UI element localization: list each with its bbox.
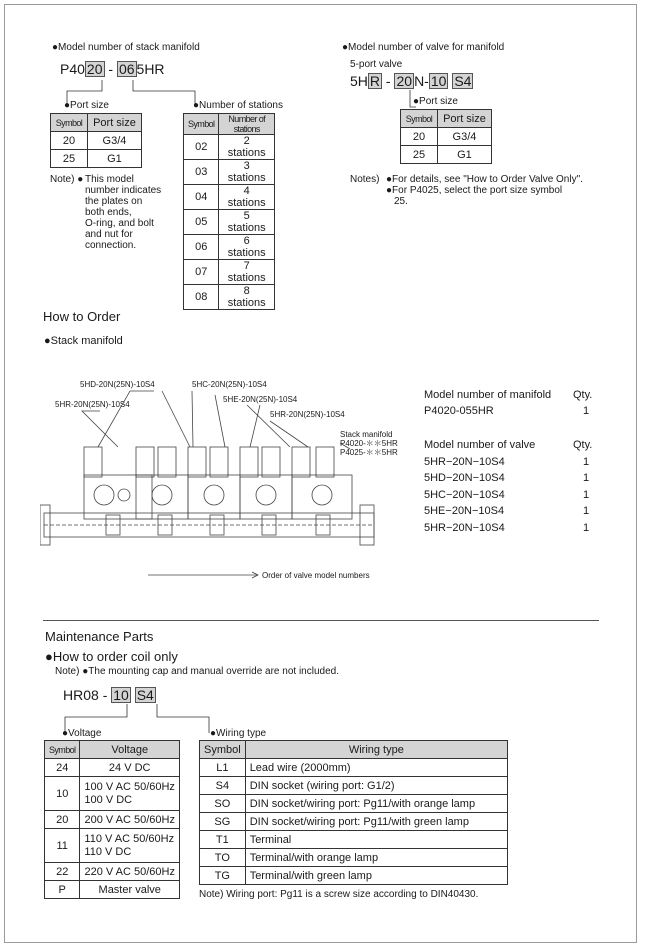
- code-suffix: 5HR: [136, 61, 165, 77]
- section-divider: [43, 620, 599, 621]
- table-cell: 24: [45, 759, 80, 777]
- wiring-label-text: Wiring type: [216, 728, 267, 739]
- note-line: both ends,: [85, 207, 132, 218]
- valve-subtitle: 5-port valve: [350, 59, 403, 70]
- table-cell: 20: [51, 132, 88, 150]
- valve-row-model: 5HD−20N−10S4: [424, 472, 505, 484]
- qty-header: Qty.: [573, 389, 593, 401]
- valve-row-model: 5HE−20N−10S4: [424, 505, 505, 517]
- wiring-label: ●Wiring type: [210, 728, 267, 739]
- code-prefix: HR08: [63, 687, 99, 703]
- note-line: This model: [85, 174, 134, 185]
- table-cell: L1: [200, 759, 246, 777]
- voltage-label: ●Voltage: [62, 728, 102, 739]
- port-size-label-text: Port size: [70, 100, 109, 111]
- table-cell: G1: [87, 150, 141, 168]
- code-dash: -: [102, 687, 108, 703]
- table-cell: 3 stations: [219, 160, 275, 185]
- table-cell: 02: [184, 135, 219, 160]
- table-cell: 06: [184, 235, 219, 260]
- table-cell: 05: [184, 210, 219, 235]
- table-cell: 8 stations: [219, 285, 275, 310]
- table-cell: G3/4: [87, 132, 141, 150]
- valve-model-title: ●Model number of valve for manifold: [342, 42, 505, 53]
- valve-port-size-label: ●Port size: [413, 96, 458, 107]
- order-caption: Order of valve model numbers: [262, 571, 370, 580]
- table-cell: DIN socket/wiring port: Pg11/with orange lamp: [245, 795, 507, 813]
- stations-label-text: Number of stations: [199, 100, 283, 111]
- coil-code: [63, 687, 156, 703]
- note-line: ●For P4025, select the port size symbol: [386, 185, 563, 196]
- table-cell: Lead wire (2000mm): [245, 759, 507, 777]
- table-cell: 25: [401, 146, 438, 164]
- stack-label: Stack manifold: [340, 430, 393, 439]
- code-prefix: P40: [60, 61, 85, 77]
- table-header: Symbol: [200, 741, 246, 759]
- code-dash: -: [108, 61, 114, 77]
- valve-row-qty: 1: [583, 472, 590, 484]
- table-cell: 100 V AC 50/60Hz 100 V DC: [80, 777, 180, 811]
- stations-label: ●Number of stations: [193, 100, 283, 111]
- code-box-port: 20: [86, 61, 103, 77]
- table-cell: 25: [51, 150, 88, 168]
- note-line: ●For details, see "How to Order Valve Only".: [386, 174, 583, 185]
- maintenance-sub-text: How to order coil only: [52, 649, 178, 664]
- stack-manifold-title: ●Model number of stack manifold: [52, 42, 200, 53]
- stack-note-label: Note) ●: [50, 174, 84, 185]
- port-size-label: ●Port size: [64, 100, 109, 111]
- callout-label: 5HE-20N(25N)-10S4: [223, 395, 298, 404]
- maintenance-heading: Maintenance Parts: [45, 629, 154, 644]
- voltage-table: [44, 740, 180, 899]
- table-cell: Terminal/with green lamp: [245, 867, 507, 885]
- table-cell: G3/4: [437, 128, 491, 146]
- callout-label: 5HD-20N(25N)-10S4: [80, 380, 155, 389]
- code-box-wiring: S4: [454, 73, 472, 89]
- code-box-voltage: 10: [113, 687, 129, 703]
- table-cell: P: [45, 881, 80, 899]
- valve-row-model: 5HR−20N−10S4: [424, 522, 505, 534]
- voltage-label-text: Voltage: [68, 728, 102, 739]
- note-line-text: For P4025, select the port size symbol: [392, 185, 563, 196]
- note-label-text: Notes): [350, 174, 380, 185]
- table-header: Symbol: [184, 114, 219, 135]
- table-cell: 22: [45, 863, 80, 881]
- note-line: O-ring, and bolt: [85, 218, 154, 229]
- code-prefix: 5H: [350, 73, 368, 89]
- stack-manifold-title-text: Model number of stack manifold: [58, 42, 200, 53]
- note-line: 25.: [394, 196, 408, 207]
- table-cell: Terminal: [245, 831, 507, 849]
- table-cell: 10: [45, 777, 80, 811]
- stack-model: P4025-＊＊5HR: [340, 448, 398, 457]
- table-cell: G1: [437, 146, 491, 164]
- stack-manifold-code: [60, 61, 165, 77]
- valve-code: [350, 73, 473, 89]
- wiring-table: [199, 740, 508, 885]
- table-cell: SO: [200, 795, 246, 813]
- table-cell: Master valve: [80, 881, 180, 899]
- valve-row-qty: 1: [583, 456, 590, 468]
- table-header: Port size: [437, 110, 491, 128]
- table-header: Number of stations: [219, 114, 275, 135]
- stack-port-size-table: [50, 113, 142, 168]
- table-header: Symbol: [45, 741, 80, 759]
- table-header: Voltage: [80, 741, 180, 759]
- table-header: Symbol: [401, 110, 438, 128]
- maintenance-note: Note) ●The mounting cap and manual override are not included.: [55, 666, 339, 677]
- stations-table: [183, 113, 275, 310]
- table-cell: 20: [45, 811, 80, 829]
- valve-port-size-label-text: Port size: [419, 96, 458, 107]
- table-cell: 2 stations: [219, 135, 275, 160]
- note-label-text: Note): [50, 174, 75, 185]
- table-cell: 11: [45, 829, 80, 863]
- how-to-order-heading: How to Order: [43, 309, 121, 324]
- note-line: the plates on: [85, 196, 143, 207]
- table-cell: 4 stations: [219, 185, 275, 210]
- code-box-wiring: S4: [136, 687, 154, 703]
- stack-note-body: [85, 174, 161, 251]
- valve-note-label: [350, 174, 379, 185]
- table-cell: 07: [184, 260, 219, 285]
- valve-note-body: [386, 174, 583, 207]
- table-cell: TG: [200, 867, 246, 885]
- note-line: and nut for: [85, 229, 133, 240]
- callout-label: 5HR-20N(25N)-10S4: [270, 410, 345, 419]
- valve-model-title-text: Model number of valve for manifold: [348, 42, 505, 53]
- manifold-model: P4020-055HR: [424, 405, 494, 417]
- manifold-header: Model number of manifold: [424, 389, 552, 401]
- callout-label: 5HC-20N(25N)-10S4: [192, 380, 267, 389]
- table-cell: 220 V AC 50/60Hz: [80, 863, 180, 881]
- table-cell: 04: [184, 185, 219, 210]
- table-header: Port size: [87, 114, 141, 132]
- table-cell: 5 stations: [219, 210, 275, 235]
- manifold-qty: 1: [583, 405, 590, 417]
- stack-code-leader-lines: [55, 78, 215, 118]
- table-cell: T1: [200, 831, 246, 849]
- qty-header: Qty.: [573, 439, 593, 451]
- table-cell: 110 V AC 50/60Hz 110 V DC: [80, 829, 180, 863]
- table-header: Wiring type: [245, 741, 507, 759]
- table-cell: 08: [184, 285, 219, 310]
- note-line-text: For details, see "How to Order Valve Only".: [392, 174, 583, 185]
- valve-row-qty: 1: [583, 522, 590, 534]
- valve-row-model: 5HR−20N−10S4: [424, 456, 505, 468]
- table-cell: SG: [200, 813, 246, 831]
- valve-row-qty: 1: [583, 489, 590, 501]
- code-mid: N-: [414, 73, 429, 89]
- stack-model: P4020-＊＊5HR: [340, 439, 398, 448]
- table-cell: 6 stations: [219, 235, 275, 260]
- valve-port-size-table: [400, 109, 492, 164]
- table-cell: 24 V DC: [80, 759, 180, 777]
- table-cell: S4: [200, 777, 246, 795]
- code-box-port: 20: [396, 73, 413, 89]
- table-cell: DIN socket/wiring port: Pg11/with green lamp: [245, 813, 507, 831]
- table-cell: Terminal/with orange lamp: [245, 849, 507, 867]
- valve-row-qty: 1: [583, 505, 590, 517]
- wiring-note: Note) Wiring port: Pg11 is a screw size according to DIN40430.: [199, 889, 479, 900]
- table-cell: DIN socket (wiring port: G1/2): [245, 777, 507, 795]
- stack-manifold-sub-text: Stack manifold: [50, 335, 123, 347]
- table-cell: 200 V AC 50/60Hz: [80, 811, 180, 829]
- callout-label: 5HR-20N(25N)-10S4: [55, 400, 130, 409]
- valve-header: Model number of valve: [424, 439, 536, 451]
- stack-manifold-sub: ●Stack manifold: [44, 335, 123, 347]
- table-cell: TO: [200, 849, 246, 867]
- maintenance-sub: ●How to order coil only: [45, 649, 178, 664]
- manifold-drawing: [40, 385, 380, 585]
- table-cell: 03: [184, 160, 219, 185]
- table-header: Symbol: [51, 114, 88, 132]
- note-line: number indicates: [85, 185, 162, 196]
- code-box-stations: 06: [118, 61, 135, 77]
- note-line: connection.: [85, 240, 137, 251]
- code-box-type: R: [369, 73, 381, 89]
- valve-row-model: 5HC−20N−10S4: [424, 489, 505, 501]
- code-dash: -: [385, 73, 391, 89]
- table-cell: 20: [401, 128, 438, 146]
- code-box-voltage: 10: [430, 73, 447, 89]
- table-cell: 7 stations: [219, 260, 275, 285]
